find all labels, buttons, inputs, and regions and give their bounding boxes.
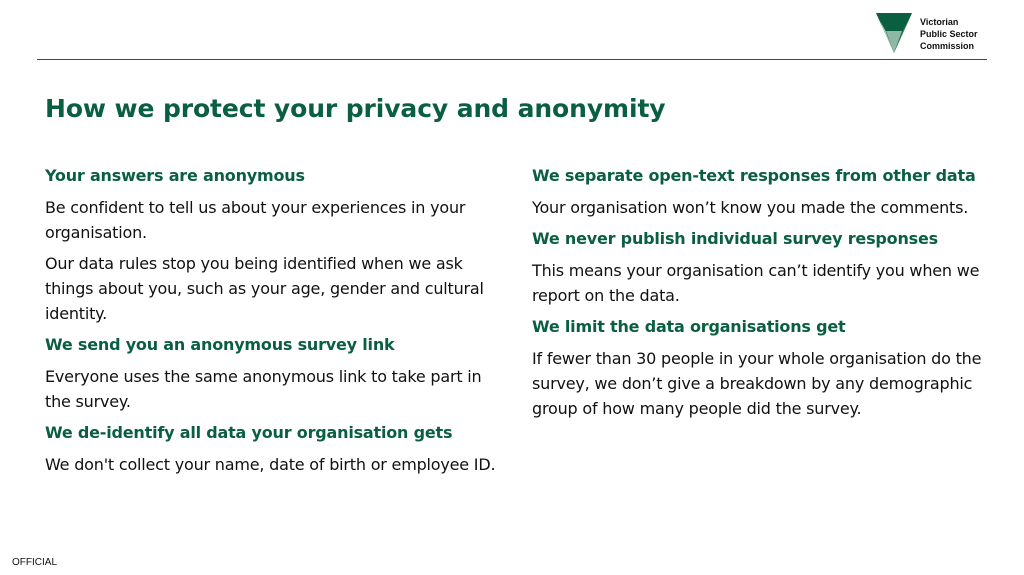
classification-label: OFFICIAL: [12, 557, 58, 568]
section-heading-anonymous-answers: Your answers are anonymous: [45, 166, 305, 185]
logo-wordmark: [920, 16, 978, 52]
section-heading-limit-data: We limit the data organisations get: [532, 317, 846, 336]
section-text: Be confident to tell us about your experiences in your organisation.: [45, 198, 466, 242]
section-heading-anonymous-link: We send you an anonymous survey link: [45, 335, 395, 354]
section-heading-open-text: We separate open-text responses from other data: [532, 166, 976, 185]
vpsc-triangle-logo-icon: [876, 13, 912, 53]
logo-line-2: Public Sector: [920, 29, 978, 39]
left-column: [45, 163, 505, 483]
header-divider: [37, 59, 987, 60]
section-text: Your organisation won’t know you made the comments.: [532, 198, 969, 217]
section-text: We don't collect your name, date of birth or employee ID.: [45, 455, 496, 474]
section-heading-deidentify: We de-identify all data your organisation gets: [45, 423, 453, 442]
section-text: This means your organisation can’t identify you when we report on the data.: [532, 261, 980, 305]
section-text: Everyone uses the same anonymous link to take part in the survey.: [45, 367, 482, 411]
logo-line-1: Victorian: [920, 17, 959, 27]
section-text: If fewer than 30 people in your whole organisation do the survey, we don’t give a breakdown by any demographic group of how many people did the survey.: [532, 349, 982, 418]
logo-line-3: Commission: [920, 41, 975, 51]
section-heading-never-publish: We never publish individual survey responses: [532, 229, 938, 248]
section-text: Our data rules stop you being identified when we ask things about you, such as your age, gender and cultural identity.: [45, 254, 484, 323]
right-column: [532, 163, 992, 427]
vpsc-logo: [876, 13, 996, 53]
page-title: How we protect your privacy and anonymity: [45, 94, 666, 123]
